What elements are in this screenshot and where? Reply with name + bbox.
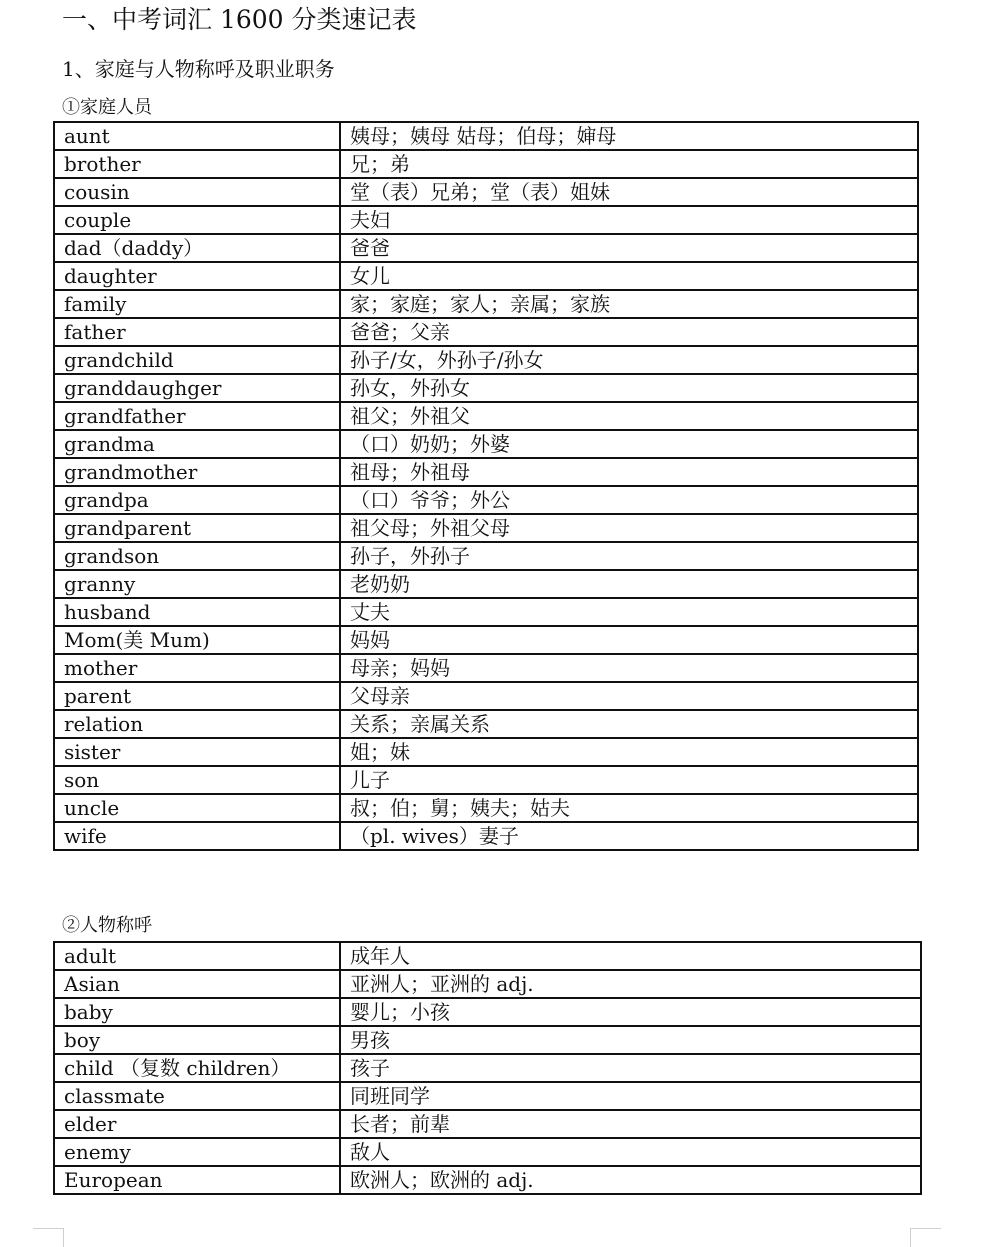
vocab-row [54, 542, 918, 570]
family-members-vocab-table [53, 121, 919, 851]
vocab-row [54, 402, 918, 430]
vocab-word-cell: brother [54, 150, 340, 178]
vocab-row [54, 1026, 921, 1054]
vocab-meaning-cell: 男孩 [340, 1026, 921, 1054]
subsection-label-person-titles: ②人物称呼 [62, 915, 152, 936]
vocab-meaning-cell: （口）奶奶；外婆 [340, 430, 918, 458]
vocab-meaning-cell: 同班同学 [340, 1082, 921, 1110]
vocab-word-cell: grandchild [54, 346, 340, 374]
vocab-word-cell: Asian [54, 970, 340, 998]
subsection-label-family-members: ①家庭人员 [62, 97, 152, 118]
vocab-row [54, 738, 918, 766]
vocab-word-cell: couple [54, 206, 340, 234]
vocab-meaning-cell: 家；家庭；家人；亲属；家族 [340, 290, 918, 318]
vocab-word-cell: uncle [54, 794, 340, 822]
vocab-word-cell: husband [54, 598, 340, 626]
vocab-row [54, 234, 918, 262]
vocab-word-cell: relation [54, 710, 340, 738]
vocab-word-cell: grandmother [54, 458, 340, 486]
vocab-meaning-cell: 孩子 [340, 1054, 921, 1082]
vocab-row [54, 626, 918, 654]
vocab-meaning-cell: 祖父；外祖父 [340, 402, 918, 430]
page-corner-mark-right [910, 1228, 941, 1247]
vocab-word-cell: wife [54, 822, 340, 850]
vocab-row [54, 654, 918, 682]
vocab-meaning-cell: 堂（表）兄弟；堂（表）姐妹 [340, 178, 918, 206]
vocab-row [54, 122, 918, 150]
vocab-meaning-cell: 丈夫 [340, 598, 918, 626]
vocab-row [54, 206, 918, 234]
vocab-row [54, 822, 918, 850]
vocab-row [54, 794, 918, 822]
vocab-row [54, 570, 918, 598]
vocab-row [54, 1054, 921, 1082]
section-heading: 1、家庭与人物称呼及职业职务 [62, 57, 335, 81]
vocab-word-cell: boy [54, 1026, 340, 1054]
vocab-word-cell: sister [54, 738, 340, 766]
vocab-row [54, 970, 921, 998]
vocab-word-cell: elder [54, 1110, 340, 1138]
vocab-word-cell: child （复数 children） [54, 1054, 340, 1082]
vocab-meaning-cell: 成年人 [340, 942, 921, 970]
vocab-row [54, 290, 918, 318]
vocab-word-cell: baby [54, 998, 340, 1026]
vocab-meaning-cell: （口）爷爷；外公 [340, 486, 918, 514]
vocab-meaning-cell: 儿子 [340, 766, 918, 794]
vocab-row [54, 942, 921, 970]
vocab-meaning-cell: 女儿 [340, 262, 918, 290]
vocab-row [54, 514, 918, 542]
vocab-word-cell: European [54, 1166, 340, 1194]
vocab-meaning-cell: 婴儿；小孩 [340, 998, 921, 1026]
vocab-word-cell: Mom(美 Mum) [54, 626, 340, 654]
vocab-word-cell: son [54, 766, 340, 794]
vocab-meaning-cell: 夫妇 [340, 206, 918, 234]
vocab-word-cell: father [54, 318, 340, 346]
vocab-row [54, 1138, 921, 1166]
vocab-row [54, 178, 918, 206]
vocab-word-cell: grandson [54, 542, 340, 570]
vocab-word-cell: grandparent [54, 514, 340, 542]
vocab-meaning-cell: 姐；妹 [340, 738, 918, 766]
vocab-meaning-cell: 姨母；姨母 姑母；伯母；婶母 [340, 122, 918, 150]
vocab-meaning-cell: 祖母；外祖母 [340, 458, 918, 486]
vocab-word-cell: classmate [54, 1082, 340, 1110]
vocab-word-cell: dad（daddy） [54, 234, 340, 262]
vocab-meaning-cell: 亚洲人；亚洲的 adj. [340, 970, 921, 998]
vocab-row [54, 998, 921, 1026]
vocab-meaning-cell: 兄；弟 [340, 150, 918, 178]
vocab-row [54, 1166, 921, 1194]
vocab-meaning-cell: 爸爸 [340, 234, 918, 262]
vocab-row [54, 1110, 921, 1138]
vocab-word-cell: mother [54, 654, 340, 682]
vocab-word-cell: family [54, 290, 340, 318]
vocab-row [54, 486, 918, 514]
vocab-row [54, 598, 918, 626]
vocab-row [54, 1082, 921, 1110]
vocab-row [54, 458, 918, 486]
vocab-meaning-cell: 妈妈 [340, 626, 918, 654]
vocab-row [54, 766, 918, 794]
vocab-word-cell: daughter [54, 262, 340, 290]
vocab-word-cell: aunt [54, 122, 340, 150]
vocab-meaning-cell: 孙子，外孙子 [340, 542, 918, 570]
vocab-meaning-cell: 孙子/女，外孙子/孙女 [340, 346, 918, 374]
vocab-meaning-cell: 关系；亲属关系 [340, 710, 918, 738]
vocab-meaning-cell: 爸爸；父亲 [340, 318, 918, 346]
vocab-row [54, 150, 918, 178]
vocab-row [54, 346, 918, 374]
vocab-meaning-cell: 叔；伯；舅；姨夫；姑夫 [340, 794, 918, 822]
vocab-meaning-cell: 母亲；妈妈 [340, 654, 918, 682]
document-title: 一、中考词汇 1600 分类速记表 [62, 5, 417, 34]
vocab-word-cell: parent [54, 682, 340, 710]
vocab-word-cell: adult [54, 942, 340, 970]
vocab-meaning-cell: （pl. wives）妻子 [340, 822, 918, 850]
vocab-word-cell: grandma [54, 430, 340, 458]
vocab-meaning-cell: 老奶奶 [340, 570, 918, 598]
vocab-meaning-cell: 父母亲 [340, 682, 918, 710]
person-titles-vocab-table [53, 941, 922, 1195]
vocab-meaning-cell: 孙女，外孙女 [340, 374, 918, 402]
vocab-word-cell: enemy [54, 1138, 340, 1166]
vocab-meaning-cell: 敌人 [340, 1138, 921, 1166]
vocab-word-cell: granny [54, 570, 340, 598]
vocab-meaning-cell: 长者；前辈 [340, 1110, 921, 1138]
vocab-row [54, 710, 918, 738]
vocab-word-cell: cousin [54, 178, 340, 206]
vocab-row [54, 318, 918, 346]
vocab-word-cell: grandpa [54, 486, 340, 514]
vocab-row [54, 430, 918, 458]
vocab-word-cell: granddaughger [54, 374, 340, 402]
vocab-word-cell: grandfather [54, 402, 340, 430]
vocab-meaning-cell: 祖父母；外祖父母 [340, 514, 918, 542]
vocab-row [54, 374, 918, 402]
vocab-row [54, 682, 918, 710]
page-corner-mark-left [33, 1228, 64, 1247]
vocab-row [54, 262, 918, 290]
vocab-meaning-cell: 欧洲人；欧洲的 adj. [340, 1166, 921, 1194]
